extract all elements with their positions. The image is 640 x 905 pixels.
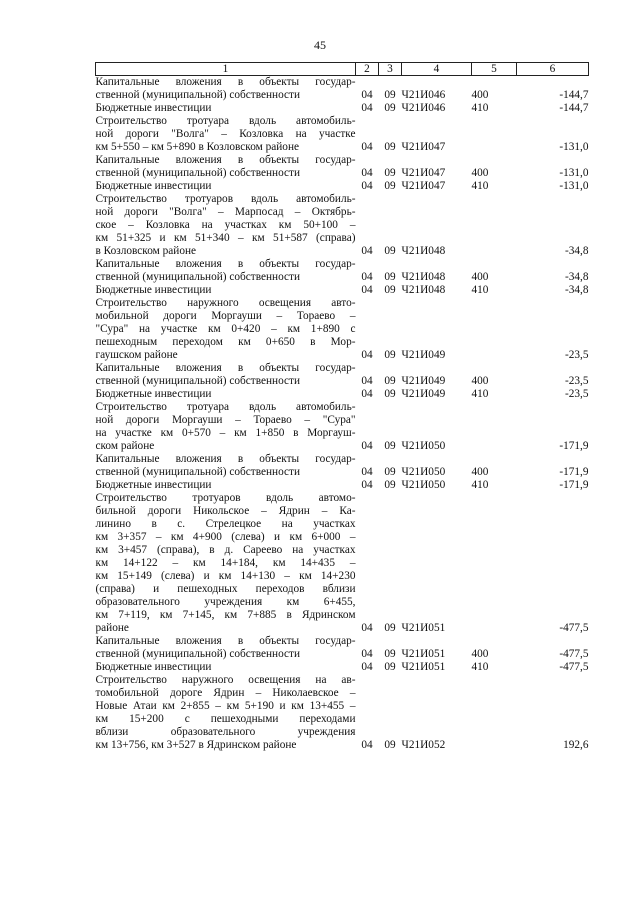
row-target-article: Ч21И050 <box>401 466 446 478</box>
row-name-line: Капитальные вложения в объекты государ- <box>95 453 356 465</box>
row-target-article: Ч21И048 <box>401 284 446 296</box>
row-amount: -144,7 <box>559 102 589 114</box>
row-name-line: районе <box>95 622 129 634</box>
row-section: 04 <box>361 271 373 283</box>
row-name-line: линино в с. Стрелецкое на участках <box>95 518 356 530</box>
row-name <box>96 492 356 635</box>
row-name <box>96 362 356 388</box>
row-name-line: Капитальные вложения в объекты государ- <box>95 154 356 166</box>
row-subsection: 09 <box>384 648 396 660</box>
table-row <box>96 258 589 284</box>
header-col-5: 5 <box>472 63 517 76</box>
header-col-6: 6 <box>517 63 589 76</box>
row-expense-type: 400 <box>471 466 489 478</box>
row-section: 04 <box>361 167 373 179</box>
row-name-line: ственной (муниципальной) собственности <box>95 648 301 660</box>
row-section: 04 <box>361 388 373 400</box>
row-subsection: 09 <box>384 479 396 491</box>
row-name-line: Бюджетные инвестиции <box>95 180 212 192</box>
row-name <box>96 297 356 362</box>
row-subsection: 09 <box>384 440 396 452</box>
row-subsection: 09 <box>384 167 396 179</box>
row-subsection: 09 <box>384 739 396 751</box>
row-section: 04 <box>361 141 373 153</box>
row-name-line: Капитальные вложения в объекты государ- <box>95 362 356 374</box>
row-name <box>96 284 356 297</box>
row-target-article: Ч21И051 <box>401 661 446 673</box>
row-target-article: Ч21И048 <box>401 271 446 283</box>
row-section: 04 <box>361 622 373 634</box>
row-name-line: ственной (муниципальной) собственности <box>95 89 301 101</box>
row-name <box>96 115 356 154</box>
row-name-line: на участке км 0+570 – км 1+850 в Моргауш- <box>95 427 356 439</box>
row-subsection: 09 <box>384 622 396 634</box>
row-target-article: Ч21И050 <box>401 440 446 452</box>
row-name-line: ское – Козловка на участках км 50+100 – <box>95 219 356 231</box>
row-expense-type: 410 <box>471 180 489 192</box>
row-target-article: Ч21И046 <box>401 89 446 101</box>
row-name <box>96 453 356 479</box>
row-target-article: Ч21И050 <box>401 479 446 491</box>
row-name-line: Строительство тротуаров вдоль автомо- <box>95 492 356 504</box>
row-target-article: Ч21И052 <box>401 739 446 751</box>
row-name-line: Строительство тротуара вдоль автомобиль- <box>95 115 356 127</box>
row-name-line: км 7+119, км 7+145, км 7+885 в Ядринском <box>95 609 356 621</box>
row-target-article: Ч21И051 <box>401 622 446 634</box>
row-name-line: км 3+357 – км 4+900 (слева) и км 6+000 – <box>95 531 356 543</box>
row-section: 04 <box>361 89 373 101</box>
row-name-line: "Сура" на участке км 0+420 – км 1+890 с <box>95 323 356 335</box>
row-name-line: ственной (муниципальной) собственности <box>95 466 301 478</box>
row-name <box>96 180 356 193</box>
table-row <box>96 76 589 103</box>
row-name-line: (справа) и пешеходных переходов вблизи <box>95 583 356 595</box>
row-expense-type: 410 <box>471 661 489 673</box>
row-name-line: Строительство наружного освещения авто- <box>95 297 356 309</box>
row-amount: -477,5 <box>559 622 589 634</box>
row-expense-type <box>472 401 517 453</box>
table-body <box>96 76 589 753</box>
row-section: 04 <box>361 739 373 751</box>
row-target-article: Ч21И047 <box>401 141 446 153</box>
row-name <box>96 479 356 492</box>
row-target-article: Ч21И049 <box>401 388 446 400</box>
row-name-line: образовательного учреждения км 6+455, <box>95 596 356 608</box>
row-amount: -131,0 <box>559 180 589 192</box>
row-amount: -34,8 <box>564 271 589 283</box>
table-row <box>96 479 589 492</box>
row-target-article: Ч21И048 <box>401 245 446 257</box>
table-row <box>96 453 589 479</box>
row-name-line: ском районе <box>95 440 155 452</box>
row-name-line: км 5+550 – км 5+890 в Козловском районе <box>95 141 300 153</box>
row-subsection: 09 <box>384 102 396 114</box>
row-name <box>96 674 356 752</box>
row-subsection: 09 <box>384 349 396 361</box>
row-name <box>96 388 356 401</box>
row-name-line: ной дороги Моргауши – Тораево – "Сура" <box>95 414 356 426</box>
row-expense-type: 410 <box>471 388 489 400</box>
row-name-line: Строительство тротуара вдоль автомобиль- <box>95 401 356 413</box>
row-subsection: 09 <box>384 661 396 673</box>
row-name <box>96 102 356 115</box>
row-section: 04 <box>361 466 373 478</box>
row-name-line: томобильной дороге Ядрин – Николаевское – <box>95 687 356 699</box>
row-section: 04 <box>361 440 373 452</box>
header-col-3: 3 <box>379 63 402 76</box>
row-subsection: 09 <box>384 388 396 400</box>
table-row <box>96 180 589 193</box>
row-amount: -171,9 <box>559 479 589 491</box>
table-row <box>96 297 589 362</box>
row-subsection: 09 <box>384 245 396 257</box>
row-name-line: пешеходным переходом км 0+650 в Мор- <box>95 336 356 348</box>
row-name-line: Капитальные вложения в объекты государ- <box>95 76 356 88</box>
table-row <box>96 284 589 297</box>
row-amount: -23,5 <box>564 388 589 400</box>
row-name <box>96 661 356 674</box>
row-expense-type: 400 <box>471 271 489 283</box>
row-name-line: км 15+149 (слева) и км 14+130 – км 14+230 <box>95 570 356 582</box>
row-amount: -23,5 <box>564 349 589 361</box>
row-amount: -34,8 <box>564 284 589 296</box>
row-name-line: Капитальные вложения в объекты государ- <box>95 635 356 647</box>
row-amount: -171,9 <box>559 466 589 478</box>
row-name-line: км 3+457 (справа), в д. Сареево на участках <box>95 544 356 556</box>
table-row <box>96 115 589 154</box>
row-subsection: 09 <box>384 141 396 153</box>
row-section: 04 <box>361 375 373 387</box>
row-amount: -477,5 <box>559 661 589 673</box>
row-name <box>96 76 356 103</box>
row-name-line: Строительство тротуаров вдоль автомобиль- <box>95 193 356 205</box>
row-target-article: Ч21И047 <box>401 180 446 192</box>
row-section: 04 <box>361 180 373 192</box>
row-expense-type: 400 <box>471 648 489 660</box>
row-name-line: ной дороги "Волга" – Марпосад – Октябрь- <box>95 206 356 218</box>
row-name-line: Бюджетные инвестиции <box>95 388 212 400</box>
row-name-line: Бюджетные инвестиции <box>95 661 212 673</box>
row-name-line: в Козловском районе <box>95 245 197 257</box>
row-expense-type <box>472 115 517 154</box>
row-subsection: 09 <box>384 284 396 296</box>
table-row <box>96 401 589 453</box>
table-row <box>96 388 589 401</box>
row-expense-type <box>472 193 517 258</box>
row-expense-type: 410 <box>471 479 489 491</box>
row-name <box>96 635 356 661</box>
row-target-article: Ч21И046 <box>401 102 446 114</box>
table-row <box>96 674 589 752</box>
row-subsection: 09 <box>384 271 396 283</box>
row-section: 04 <box>361 102 373 114</box>
page-number: 45 <box>314 38 326 52</box>
budget-table <box>95 62 589 752</box>
table-row <box>96 154 589 180</box>
row-name-line: бильной дороги Никольское – Ядрин – Ка- <box>95 505 356 517</box>
row-name-line: Капитальные вложения в объекты государ- <box>95 258 356 270</box>
table-row <box>96 661 589 674</box>
row-amount: -23,5 <box>564 375 589 387</box>
row-expense-type <box>472 492 517 635</box>
row-name-line: вблизи образовательного учреждения <box>95 726 356 738</box>
row-expense-type <box>472 297 517 362</box>
row-name <box>96 154 356 180</box>
row-name-line: км 51+325 и км 51+340 – км 51+587 (справа) <box>95 232 356 244</box>
row-name-line: ственной (муниципальной) собственности <box>95 167 301 179</box>
row-section: 04 <box>361 661 373 673</box>
row-amount: -171,9 <box>559 440 589 452</box>
row-name <box>96 401 356 453</box>
row-subsection: 09 <box>384 375 396 387</box>
row-section: 04 <box>361 648 373 660</box>
row-target-article: Ч21И049 <box>401 349 446 361</box>
row-name-line: км 15+200 с пешеходными переходами <box>95 713 356 725</box>
row-name-line: Бюджетные инвестиции <box>95 102 212 114</box>
row-section: 04 <box>361 349 373 361</box>
row-name <box>96 193 356 258</box>
row-amount: -477,5 <box>559 648 589 660</box>
row-expense-type <box>472 674 517 752</box>
row-section: 04 <box>361 284 373 296</box>
row-expense-type: 400 <box>471 375 489 387</box>
row-name-line: Бюджетные инвестиции <box>95 284 212 296</box>
table-row <box>96 102 589 115</box>
row-name-line: мобильной дороги Моргауши – Тораево – <box>95 310 356 322</box>
header-col-1: 1 <box>96 63 356 76</box>
row-expense-type: 400 <box>471 167 489 179</box>
row-amount: 192,6 <box>563 739 589 751</box>
row-target-article: Ч21И049 <box>401 375 446 387</box>
row-target-article: Ч21И047 <box>401 167 446 179</box>
header-col-4: 4 <box>402 63 472 76</box>
row-amount: -34,8 <box>564 245 589 257</box>
row-name-line: ственной (муниципальной) собственности <box>95 375 301 387</box>
table-row <box>96 362 589 388</box>
row-name-line: Бюджетные инвестиции <box>95 479 212 491</box>
row-expense-type: 400 <box>471 89 489 101</box>
row-name <box>96 258 356 284</box>
row-name-line: км 14+122 – км 14+184, км 14+435 – <box>95 557 356 569</box>
row-expense-type: 410 <box>471 284 489 296</box>
row-name-line: Строительство наружного освещения на ав- <box>95 674 356 686</box>
row-name-line: ственной (муниципальной) собственности <box>95 271 301 283</box>
table-row <box>96 635 589 661</box>
row-name-line: км 13+756, км 3+527 в Ядринском районе <box>95 739 297 751</box>
table-row <box>96 193 589 258</box>
table-row <box>96 492 589 635</box>
row-section: 04 <box>361 479 373 491</box>
row-name-line: Новые Атаи км 2+855 – км 5+190 и км 13+455 – <box>95 700 356 712</box>
header-col-2: 2 <box>356 63 379 76</box>
table-header-row <box>96 63 589 76</box>
row-amount: -131,0 <box>559 167 589 179</box>
row-amount: -144,7 <box>559 89 589 101</box>
row-subsection: 09 <box>384 180 396 192</box>
row-subsection: 09 <box>384 466 396 478</box>
row-name-line: ной дороги "Волга" – Козловка на участке <box>95 128 356 140</box>
row-name-line: гаушском районе <box>95 349 178 361</box>
row-subsection: 09 <box>384 89 396 101</box>
row-target-article: Ч21И051 <box>401 648 446 660</box>
row-expense-type: 410 <box>471 102 489 114</box>
row-section: 04 <box>361 245 373 257</box>
row-amount: -131,0 <box>559 141 589 153</box>
